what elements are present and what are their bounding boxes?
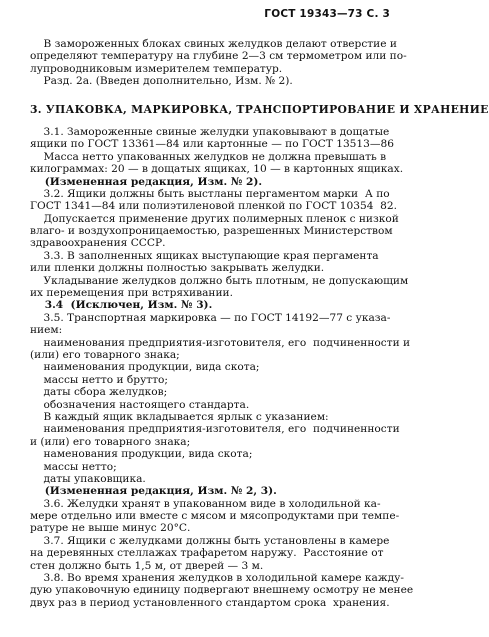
document-body xyxy=(30,38,489,609)
text-line: даты упаковщика. xyxy=(30,472,146,485)
text-line: здравоохранения СССР. xyxy=(30,237,166,250)
text-line: нием: xyxy=(30,324,63,337)
text-line: лупроводниковым измерителем температур. xyxy=(30,62,283,75)
text-line: 3.1. Замороженные свиные желудки упаковывают в дощатые xyxy=(30,125,390,138)
text-line: стен должно быть 1,5 м, от дверей — 3 м. xyxy=(30,559,264,572)
text-line: определяют температуру на глубине 2—3 см термометром или по- xyxy=(30,50,407,63)
text-line: и (или) его товарного знака; xyxy=(30,435,191,448)
text-line: ГОСТ 1341—84 или полиэтиленовой пленкой по ГОСТ 10354 82. xyxy=(30,200,398,213)
text-line: 3.2. Ящики должны быть выстланы пергаментом марки А по xyxy=(30,187,390,200)
text-line: мере отдельно или вместе с мясом и мясопродуктами при темпе- xyxy=(30,510,400,523)
text-line: наименования предприятия-изготовителя, его подчиненности и xyxy=(30,336,411,349)
text-line: Разд. 2а. (Введен дополнительно, Изм. № 2). xyxy=(30,75,293,88)
text-line: массы нетто; xyxy=(30,460,117,473)
text-line: 3.3. В заполненных ящиках выступающие края пергамента xyxy=(30,249,379,262)
section-heading: 3. УПАКОВКА, МАРКИРОВКА, ТРАНСПОРТИРОВАНИЕ И ХРАНЕНИЕ xyxy=(30,102,489,116)
amendment-note: (Измененная редакция, Изм. № 2, 3). xyxy=(30,485,277,498)
text-line: ратуре не выше минус 20°С. xyxy=(30,522,191,535)
text-line: В замороженных блоках свиных желудков делают отверстие и xyxy=(30,38,397,50)
text-line: даты сбора желудков; xyxy=(30,386,168,399)
page-header: ГОСТ 19343—73 С. 3 xyxy=(264,8,390,20)
text-line: Масса нетто упакованных желудков не должна превышать в xyxy=(30,150,387,163)
text-line: на деревянных стеллажах трафаретом наружу. Расстояние от xyxy=(30,547,384,560)
text-line: обозначения настоящего стандарта. xyxy=(30,398,250,411)
text-line: наменования продукции, вида скота; xyxy=(30,448,253,461)
text-line: массы нетто и брутто; xyxy=(30,373,168,386)
amendment-note: 3.4 (Исключен, Изм. № 3). xyxy=(30,299,213,312)
text-line: килограммах: 20 — в дощатых ящиках, 10 — в картонных ящиках. xyxy=(30,163,404,176)
text-line: двух раз в период установленного стандартом срока хранения. xyxy=(30,596,390,609)
text-line: Допускается применение других полимерных пленок с низкой xyxy=(30,212,399,225)
text-line: 3.6. Желудки хранят в упакованном виде в холодильной ка- xyxy=(30,497,381,510)
text-line: наименования продукции, вида скота; xyxy=(30,361,260,374)
amendment-note: (Измененная редакция, Изм. № 2). xyxy=(30,175,263,188)
text-line: 3.7. Ящики с желудками должны быть установлены в камере xyxy=(30,534,390,547)
text-line: В каждый ящик вкладывается ярлык с указанием: xyxy=(30,410,329,423)
text-line: наименования предприятия-изготовителя, его подчиненности xyxy=(30,423,400,436)
text-line: 3.8. Во время хранения желудков в холодильной камере кажду- xyxy=(30,572,404,585)
text-line: влаго- и воздухопроницаемостью, разрешенных Министерством xyxy=(30,225,393,238)
text-line: ящики по ГОСТ 13361—84 или картонные — по ГОСТ 13513—86 xyxy=(30,138,394,151)
text-line: Укладывание желудков должно быть плотным, не допускающим xyxy=(30,274,409,287)
text-line: (или) его товарного знака; xyxy=(30,348,180,361)
text-line: 3.5. Транспортная маркировка — по ГОСТ 14192—77 с указа- xyxy=(30,311,391,324)
text-line: их перемещения при встряхивании. xyxy=(30,287,233,300)
spacer xyxy=(30,88,394,98)
text-line: или пленки должны полностью закрывать желудки. xyxy=(30,262,325,275)
text-line: дую упаковочную единицу подвергают внешнему осмотру не менее xyxy=(30,584,414,597)
